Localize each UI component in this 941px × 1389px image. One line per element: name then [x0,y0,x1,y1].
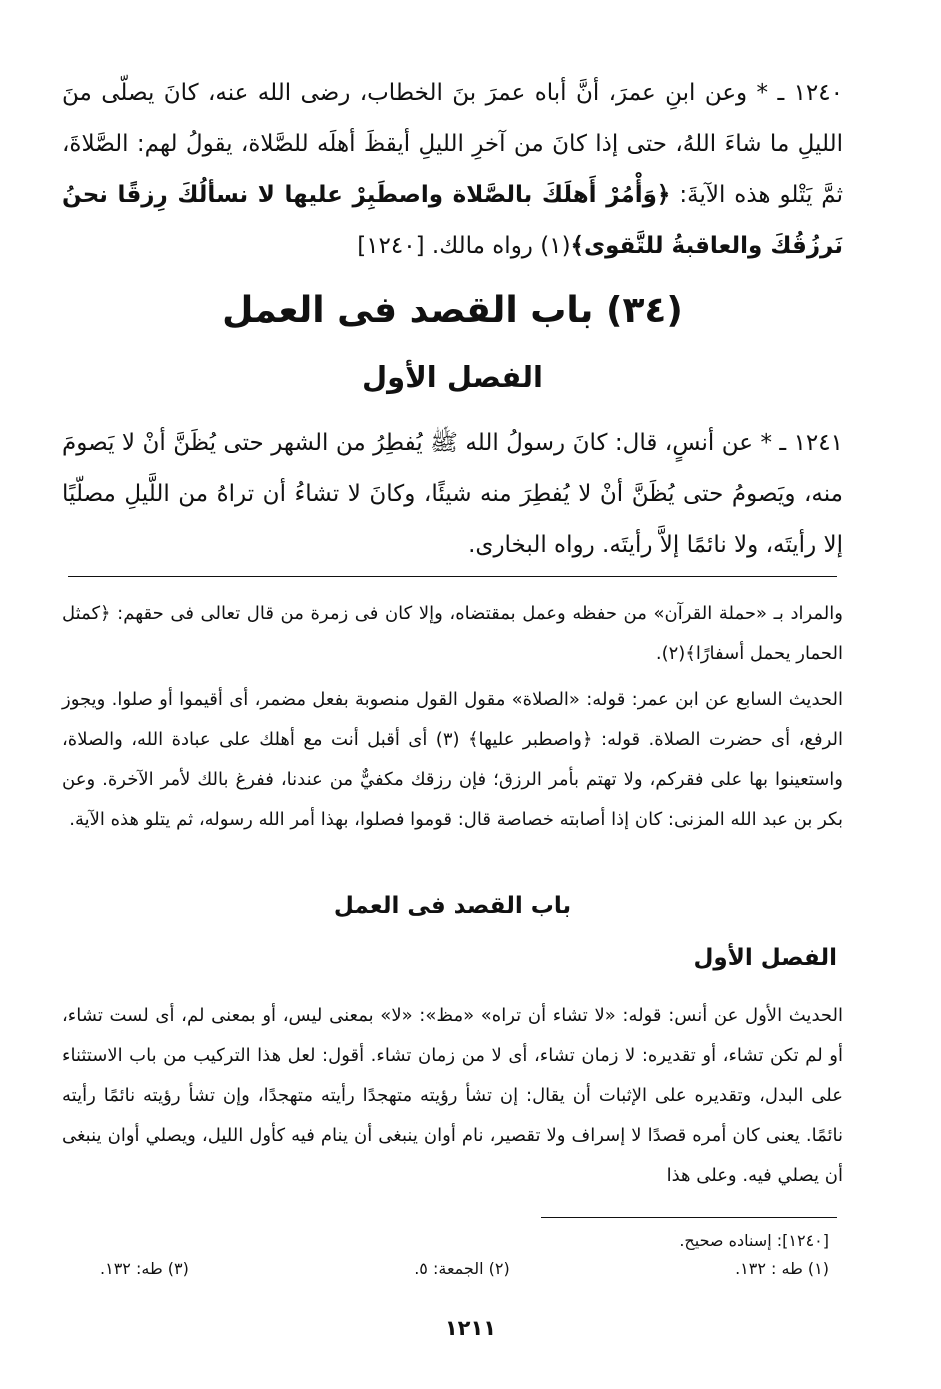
commentary-paragraph-3: الحديث الأول عن أنس: قوله: «لا تشاء أن تراه» «مظ»: «لا» بمعنى ليس، أو بمعنى لم، أى لست تشاء، أو لم تكن تشاء، أو تقديره: لا زمان تشاء، أى لا من زمان تشاء. أقول: لعل هذا التركيب من باب الاستثناء على البدل، وتقديره على الإثبات أن يقال: إن تشأ رؤيته متهجدًا رأيته متهجدًا، وإن تشأ رؤيته نائمًا رأيته نائمًا. يعنى كان أمره قصدًا لا إسراف ولا تقصير، نام أوان ينبغى أن ينام فيه كأول الليل، ويصلي أوان ينبغى أن يصلي فيه. وعلى هذا [62,1005,843,1186]
commentary-part-1 [62,594,843,840]
quran-verse: ﴿وَأْمُرْ أَهلَكَ بالصَّلاة واصطَبِرْ عليها لا نسألُكَ رِزقًا نحنُ نَرزُقُكَ والعاقبةُ للتَّقوى﴾ [62,182,843,259]
hadith-1240-text: ١٢٤٠ ـ * وعن ابنِ عمرَ، أنَّ أباه عمرَ بنَ الخطاب، رضى الله عنه، كانَ يصلّى منَ الليلِ ما شاءَ اللهُ، حتى إذا كانَ من آخرِ الليلِ أيقظَ أهلَه للصَّلاة، يقولُ لهم: الصَّلاةَ، ثمَّ يَتْلو هذه الآيةَ: [62,80,843,208]
page-number: ١٢١١ [444,1316,497,1340]
commentary-section-title: الفصل الأول [693,945,837,971]
hadith-1241-text: ١٢٤١ ـ * عن أنسٍ، قال: كانَ رسولُ الله ﷺ يُفطِرُ من الشهر حتى يُظَنَّ أنْ لا يَصومَ منه، ويَصومُ حتى يُظَنَّ أنْ لا يُفطِرَ منه شيئًا، وكانَ لا تشاءُ أن تراهُ من اللَّيلِ مصلّيًا إلا رأيتَه، ولا نائمًا إلاَّ رأيتَه. رواه البخارى. [62,430,843,558]
commentary-chapter-title: باب القصد فى العمل [333,893,572,919]
footnote-3: (٣) طه: ١٣٢. [100,1259,189,1278]
section-title: الفصل الأول [362,360,543,394]
commentary-paragraph-2: الحديث السابع عن ابن عمر: قوله: «الصلاة» مقول القول منصوبة بفعل مضمر، أى أقيموا أو صلوا. ويجوز الرفع، أى حضرت الصلاة. قوله: ﴿واصطبر عليها﴾ (٣) أى أقبل أنت مع أهلك على عبادة الله، والصلاة، واستعينوا بها على فقركم، ولا تهتم بأمر الرزق؛ فإن رزقك مكفيٌّ من عندنا، ففرغ بالك لأمر الآخرة. وعن بكر بن عبد الله المزنى: كان إذا أصابته خصاصة قال: قوموا فصلوا، بهذا أمر الله رسوله، ثم يتلو هذه الآية. [62,689,843,830]
main-text-divider [68,576,837,577]
commentary-part-2 [62,996,843,1196]
hadith-1240 [62,68,843,272]
commentary-paragraph-1: والمراد بـ «حملة القرآن» من حفظه وعمل بمقتضاه، وإلا كان فى زمرة من قال تعالى فى حقهم: ﴿كمثل الحمار يحمل أسفارًا﴾(٢). [62,603,843,664]
chapter-title: (٣٤) باب القصد فى العمل [222,290,683,331]
footnote-1: (١) طه : ١٣٢. [735,1259,829,1278]
hadith-1240-paragraph [62,68,843,272]
footnotes [100,1259,829,1278]
footnote-2: (٢) الجمعة: ٥. [414,1259,510,1278]
footnote-grade: [١٢٤٠]: إسناده صحيح. [679,1231,829,1250]
footnote-divider [541,1217,837,1218]
hadith-1240-source: (١) رواه مالك. [١٢٤٠] [357,233,571,259]
hadith-1241 [62,418,843,571]
